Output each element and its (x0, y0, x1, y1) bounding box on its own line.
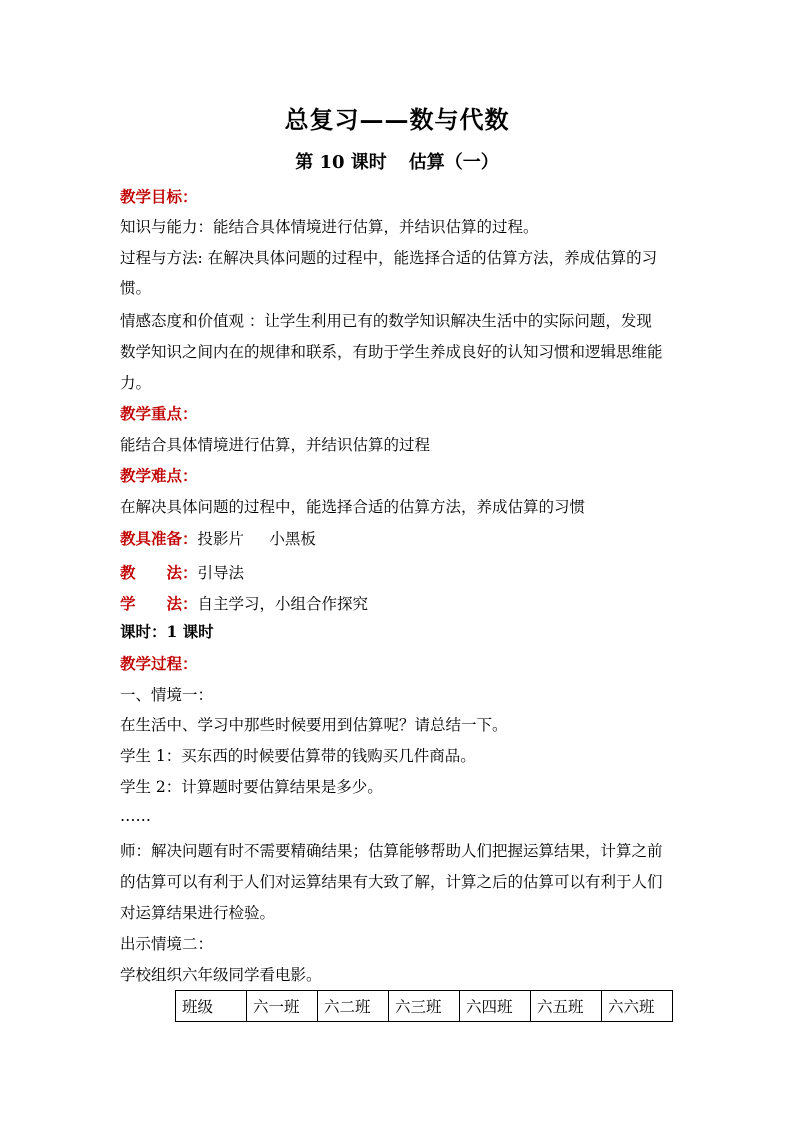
scenario-one-question: 在生活中、学习中那些时候要用到估算呢？请总结一下。 (120, 716, 508, 734)
teacher-summary-line3: 对运算结果进行检验。 (120, 904, 276, 922)
objective-knowledge: 知识与能力：能结合具体情境进行估算，并结识估算的过程。 (120, 218, 539, 236)
teaching-method-text: 引导法 (197, 564, 245, 582)
learning-method-heading: 学 法： (120, 594, 198, 613)
difficulties-text: 在解决具体问题的过程中，能选择合适的估算方法，养成估算的习惯 (120, 498, 586, 516)
document-title: 总复习——数与代数 (284, 105, 510, 134)
learning-method-text: 自主学习，小组合作探究 (197, 595, 369, 613)
learning-method-row (120, 594, 680, 614)
scenario-one: 一、情境一： (120, 686, 214, 704)
student-1-answer: 学生 1：买东西的时候要估算带的钱购买几件商品。 (120, 747, 476, 765)
table-row (176, 991, 673, 1022)
table-cell-header: 班级 (176, 991, 247, 1022)
table-cell: 六四班 (460, 991, 531, 1022)
table-cell: 六六班 (602, 991, 673, 1022)
objective-process-line1: 过程与方法: 在解决具体问题的过程中，能选择合适的估算方法，养成估算的习 (120, 249, 658, 267)
materials-text: 投影片 小黑板 (197, 530, 316, 548)
table-cell: 六五班 (531, 991, 602, 1022)
key-points-text: 能结合具体情境进行估算，并结识估算的过程 (120, 436, 431, 454)
materials-heading: 教具准备： (120, 529, 198, 548)
objective-attitude-line2: 数学知识之间内在的规律和联系，有助于学生养成良好的认知习惯和逻辑思维能 (120, 343, 663, 361)
objective-process-line2: 惯。 (120, 279, 152, 297)
teacher-summary-line1: 师：解决问题有时不需要精确结果；估算能够帮助人们把握运算结果，计算之前 (120, 842, 663, 860)
scenario-two-text: 学校组织六年级同学看电影。 (120, 966, 322, 984)
ellipsis: …… (120, 807, 151, 825)
class-table (175, 990, 673, 1022)
objective-attitude-line3: 力。 (120, 374, 152, 392)
teaching-method-heading: 教 法： (120, 563, 198, 582)
difficulties-heading: 教学难点： (120, 466, 198, 485)
table-cell: 六二班 (318, 991, 389, 1022)
process-heading: 教学过程： (120, 654, 198, 673)
scenario-two: 出示情境二： (120, 935, 214, 953)
table-cell: 六三班 (389, 991, 460, 1022)
student-2-answer: 学生 2：计算题时要估算结果是多少。 (120, 778, 383, 796)
class-hours: 课时：1 课时 (120, 622, 214, 641)
materials-row (120, 529, 680, 549)
table-cell: 六一班 (247, 991, 318, 1022)
teacher-summary-line2: 的估算可以有利于人们对运算结果有大致了解，计算之后的估算可以有利于人们 (120, 873, 663, 891)
key-points-heading: 教学重点： (120, 404, 198, 423)
lesson-topic: 估算（一） (408, 152, 499, 173)
objectives-heading: 教学目标： (120, 187, 198, 206)
teaching-method-row (120, 563, 680, 583)
lesson-subtitle (0, 148, 794, 174)
objective-attitude-line1: 情感态度和价值观 ：让学生利用已有的数学知识解决生活中的实际问题，发现 (120, 312, 652, 330)
lesson-number: 第 10 课时 (295, 152, 387, 173)
